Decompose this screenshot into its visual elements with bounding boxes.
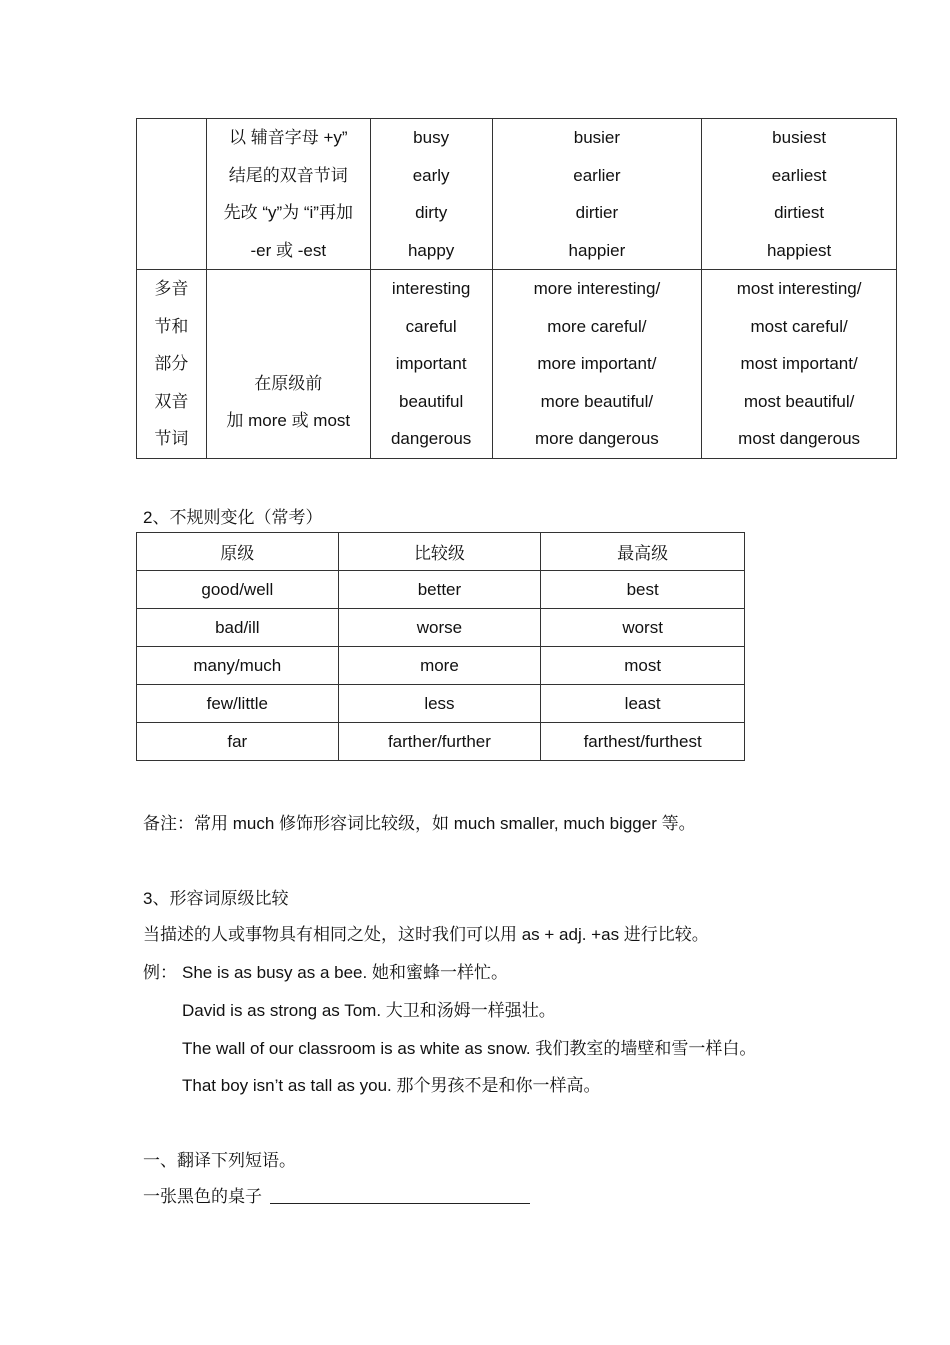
irregular-forms-table	[136, 532, 745, 761]
comparative-cell: busier earlier dirtier happier	[492, 119, 702, 270]
cell: less	[338, 685, 541, 723]
table-row	[137, 270, 897, 459]
exercise-heading: 一、翻译下列短语。	[143, 1151, 296, 1170]
table-row	[137, 571, 745, 609]
base-cell: busy early dirty happy	[370, 119, 492, 270]
cell: least	[541, 685, 745, 723]
section3-intro: 当描述的人或事物具有相同之处，这时我们可以用 as + adj. +as 进行比较。	[143, 925, 709, 944]
section2-heading: 2、不规则变化（常考）	[143, 508, 323, 527]
table-row	[137, 119, 897, 270]
table-row	[137, 609, 745, 647]
note-text: 备注：常用 much 修饰形容词比较级，如 much smaller, much bigger 等。	[143, 814, 696, 833]
table-header-row	[137, 533, 745, 571]
category-cell	[137, 119, 207, 270]
example-label: 例：	[143, 963, 177, 982]
comparison-rules-table	[136, 118, 897, 459]
comparative-cell: more interesting/ more careful/ more important/ more beautiful/ more dangerous	[492, 270, 702, 459]
section3-heading: 3、形容词原级比较	[143, 889, 289, 908]
base-cell: interesting careful important beautiful dangerous	[370, 270, 492, 459]
table-row	[137, 685, 745, 723]
cell: better	[338, 571, 541, 609]
cell: worst	[541, 609, 745, 647]
cell: far	[137, 723, 339, 761]
example-sentence: David is as strong as Tom. 大卫和汤姆一样强壮。	[182, 1001, 556, 1020]
superlative-cell: most interesting/ most careful/ most important/ most beautiful/ most dangerous	[702, 270, 897, 459]
cell: more	[338, 647, 541, 685]
table-row	[137, 723, 745, 761]
cell: bad/ill	[137, 609, 339, 647]
exercise-item	[143, 1182, 530, 1207]
exercise-prompt: 一张黑色的桌子	[143, 1187, 262, 1206]
example-sentence: The wall of our classroom is as white as snow. 我们教室的墙壁和雪一样白。	[182, 1039, 757, 1058]
superlative-cell: busiest earliest dirtiest happiest	[702, 119, 897, 270]
cell: farther/further	[338, 723, 541, 761]
rule-cell: 以 辅音字母 +y” 结尾的双音节词 先改 “y”为 “i”再加 -er 或 -est	[206, 119, 370, 270]
table-row	[137, 647, 745, 685]
category-cell: 多音 节和 部分 双音 节词	[137, 270, 207, 459]
header-superlative: 最高级	[541, 533, 745, 571]
cell: few/little	[137, 685, 339, 723]
header-base: 原级	[137, 533, 339, 571]
answer-blank[interactable]	[270, 1187, 530, 1204]
header-comparative: 比较级	[338, 533, 541, 571]
cell: farthest/furthest	[541, 723, 745, 761]
cell: worse	[338, 609, 541, 647]
example-sentence: That boy isn’t as tall as you. 那个男孩不是和你一样高。	[182, 1076, 601, 1095]
rule-cell: 在原级前 加 more 或 most	[206, 270, 370, 459]
cell: best	[541, 571, 745, 609]
cell: most	[541, 647, 745, 685]
example-sentence: She is as busy as a bee. 她和蜜蜂一样忙。	[182, 963, 508, 982]
cell: many/much	[137, 647, 339, 685]
cell: good/well	[137, 571, 339, 609]
